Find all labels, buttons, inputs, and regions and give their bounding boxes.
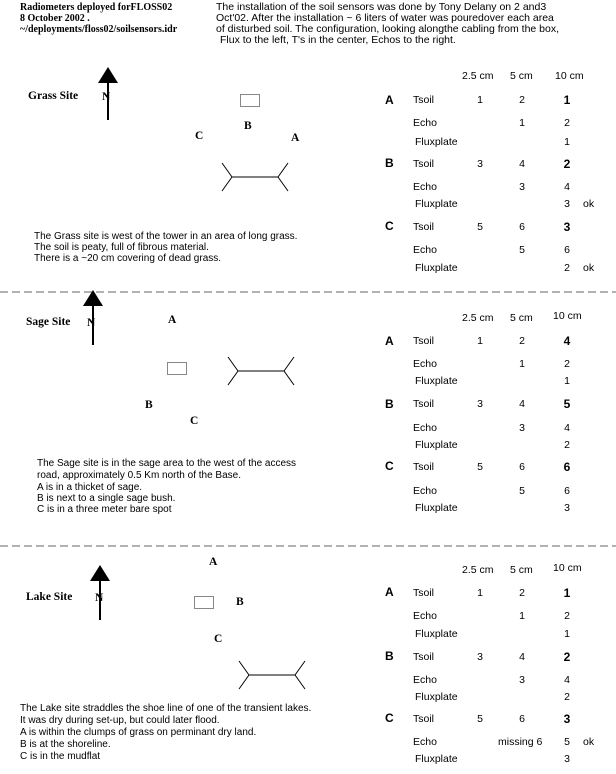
grass-a-echo-5cm: 1: [519, 117, 525, 129]
sage-north-label: N: [87, 317, 96, 329]
intro-line-2: Oct'02. After the installation ~ 6 liters of water was pouredover each area: [216, 12, 554, 24]
lake-a-tsoil-5cm: 2: [519, 587, 525, 599]
grass-c-echo-10cm: 6: [564, 244, 570, 256]
sage-position-a: A: [168, 314, 177, 326]
lake-c-echo-10cm: 5: [564, 736, 570, 748]
lake-b-fluxplate-10cm: 2: [564, 691, 570, 703]
sage-description-line-5: C is in a three meter bare spot: [37, 504, 172, 515]
sage-position-c: C: [190, 415, 199, 427]
sage-a-fluxplate-10cm: 1: [564, 375, 570, 387]
lake-c-tsoil-label: Tsoil: [413, 713, 435, 725]
header-line-2: 8 October 2002 .: [20, 13, 90, 24]
grass-c-echo-label: Echo: [413, 244, 437, 256]
grass-position-b: B: [244, 120, 252, 132]
lake-sensor-box: [194, 596, 214, 609]
lake-a-tsoil-10cm: 1: [563, 586, 571, 600]
sage-a-fluxplate-label: Fluxplate: [415, 375, 458, 387]
lake-north-label: N: [95, 592, 104, 604]
lake-a-tsoil-2-5cm: 1: [477, 587, 483, 599]
lake-b-fluxplate-label: Fluxplate: [415, 691, 458, 703]
lake-c-tsoil-10cm: 3: [563, 712, 571, 726]
lake-description-line-3: A is within the clumps of grass on perminant dry land.: [20, 727, 257, 738]
grass-description-line-2: The soil is peaty, full of fibrous material.: [34, 242, 209, 253]
grass-sensor-line-shape: [222, 163, 288, 191]
lake-sensor-line-shape: [239, 661, 305, 689]
grass-a-tsoil-2-5cm: 1: [477, 94, 483, 106]
sage-description-line-4: B is next to a single sage bush.: [37, 493, 176, 504]
sage-a-tsoil-5cm: 2: [519, 335, 525, 347]
lake-b-echo-5cm: 3: [519, 674, 525, 686]
sage-description-line-3: A is in a thicket of sage.: [37, 482, 143, 493]
lake-a-tsoil-label: Tsoil: [413, 587, 435, 599]
sage-c-tsoil-label: Tsoil: [413, 461, 435, 473]
lake-c-fluxplate-10cm: 3: [564, 753, 570, 765]
sage-a-echo-label: Echo: [413, 358, 437, 370]
lake-col-2-5cm: 2.5 cm: [462, 564, 494, 576]
lake-position-b: B: [236, 596, 244, 608]
lake-group-a: A: [385, 585, 394, 599]
grass-description-line-1: The Grass site is west of the tower in an area of long grass.: [34, 231, 298, 242]
lake-position-a: A: [209, 556, 218, 568]
lake-c-echo-label: Echo: [413, 736, 437, 748]
grass-a-tsoil-label: Tsoil: [413, 94, 435, 106]
lake-b-tsoil-5cm: 4: [519, 651, 525, 663]
lake-b-tsoil-label: Tsoil: [413, 651, 435, 663]
grass-b-fluxplate-label: Fluxplate: [415, 198, 458, 210]
sage-group-b: B: [385, 397, 394, 411]
lake-c-echo-5cm: missing 6: [498, 736, 543, 748]
grass-c-tsoil-2-5cm: 5: [477, 221, 483, 233]
sage-c-tsoil-2-5cm: 5: [477, 461, 483, 473]
grass-a-fluxplate-label: Fluxplate: [415, 136, 458, 148]
sage-b-tsoil-2-5cm: 3: [477, 398, 483, 410]
lake-group-b: B: [385, 649, 394, 663]
sage-col-10cm: 10 cm: [553, 310, 582, 322]
grass-col-10cm: 10 cm: [555, 70, 584, 82]
grass-col-2-5cm: 2.5 cm: [462, 70, 494, 82]
grass-description-line-3: There is a ~20 cm covering of dead grass.: [34, 253, 222, 264]
sage-c-tsoil-10cm: 6: [563, 460, 571, 474]
lake-site-title: Lake Site: [26, 591, 73, 603]
grass-sensor-box: [240, 94, 260, 107]
sage-c-echo-10cm: 6: [564, 485, 570, 497]
intro-line-1: The installation of the soil sensors was done by Tony Delany on 2 and3: [216, 1, 547, 13]
grass-b-tsoil-10cm: 2: [563, 157, 571, 171]
sage-sensor-line-shape: [228, 357, 294, 385]
sage-site-title: Sage Site: [26, 316, 71, 328]
lake-b-tsoil-10cm: 2: [563, 650, 571, 664]
lake-description-line-1: The Lake site straddles the shoe line of one of the transient lakes.: [20, 703, 312, 714]
lake-c-echo-note: ok: [583, 736, 595, 748]
lake-col-10cm: 10 cm: [553, 562, 582, 574]
grass-b-tsoil-5cm: 4: [519, 158, 525, 170]
lake-a-echo-10cm: 2: [564, 610, 570, 622]
sage-group-a: A: [385, 334, 394, 348]
grass-c-fluxplate-note: ok: [583, 262, 595, 274]
grass-b-echo-10cm: 4: [564, 181, 570, 193]
grass-a-echo-10cm: 2: [564, 117, 570, 129]
sage-description-line-1: The Sage site is in the sage area to the west of the access: [37, 458, 297, 469]
grass-c-fluxplate-10cm: 2: [564, 262, 570, 274]
grass-b-fluxplate-note: ok: [583, 198, 595, 210]
grass-b-fluxplate-10cm: 3: [564, 198, 570, 210]
grass-position-c: C: [195, 130, 204, 142]
sage-position-b: B: [145, 399, 153, 411]
grass-group-b: B: [385, 156, 394, 170]
grass-north-label: N: [102, 91, 111, 103]
sage-c-echo-5cm: 5: [519, 485, 525, 497]
header-line-1: Radiometers deployed forFLOSS02: [20, 2, 173, 13]
sage-a-echo-5cm: 1: [519, 358, 525, 370]
grass-group-c: C: [385, 219, 394, 233]
grass-a-echo-label: Echo: [413, 117, 437, 129]
lake-b-echo-label: Echo: [413, 674, 437, 686]
lake-c-tsoil-5cm: 6: [519, 713, 525, 725]
grass-a-tsoil-10cm: 1: [563, 93, 571, 107]
grass-a-fluxplate-10cm: 1: [564, 136, 570, 148]
sage-group-c: C: [385, 459, 394, 473]
grass-b-echo-label: Echo: [413, 181, 437, 193]
sage-sensor-box: [167, 362, 187, 375]
grass-c-tsoil-5cm: 6: [519, 221, 525, 233]
sage-b-tsoil-5cm: 4: [519, 398, 525, 410]
grass-group-a: A: [385, 93, 394, 107]
sage-a-tsoil-label: Tsoil: [413, 335, 435, 347]
sage-c-tsoil-5cm: 6: [519, 461, 525, 473]
lake-group-c: C: [385, 711, 394, 725]
sage-a-tsoil-10cm: 4: [563, 334, 571, 348]
grass-col-5cm: 5 cm: [510, 70, 533, 82]
grass-c-tsoil-10cm: 3: [563, 220, 571, 234]
grass-b-tsoil-label: Tsoil: [413, 158, 435, 170]
lake-c-fluxplate-label: Fluxplate: [415, 753, 458, 765]
grass-c-tsoil-label: Tsoil: [413, 221, 435, 233]
grass-position-a: A: [291, 132, 300, 144]
lake-c-tsoil-2-5cm: 5: [477, 713, 483, 725]
lake-description-line-5: C is in the mudflat: [20, 751, 101, 762]
sage-c-fluxplate-label: Fluxplate: [415, 502, 458, 514]
lake-b-echo-10cm: 4: [564, 674, 570, 686]
grass-c-fluxplate-label: Fluxplate: [415, 262, 458, 274]
lake-a-fluxplate-10cm: 1: [564, 628, 570, 640]
sage-col-5cm: 5 cm: [510, 312, 533, 324]
header-line-3: ~/deployments/floss02/soilsensors.idr: [20, 24, 178, 35]
lake-a-echo-label: Echo: [413, 610, 437, 622]
sage-a-echo-10cm: 2: [564, 358, 570, 370]
grass-b-tsoil-2-5cm: 3: [477, 158, 483, 170]
grass-a-tsoil-5cm: 2: [519, 94, 525, 106]
intro-line-4: Flux to the left, T's in the center, Echos to the right.: [220, 34, 456, 46]
sage-b-echo-10cm: 4: [564, 422, 570, 434]
lake-description-line-2: It was dry during set-up, but could later flood.: [20, 715, 220, 726]
grass-c-echo-5cm: 5: [519, 244, 525, 256]
sage-b-echo-5cm: 3: [519, 422, 525, 434]
sage-b-tsoil-label: Tsoil: [413, 398, 435, 410]
sage-col-2-5cm: 2.5 cm: [462, 312, 494, 324]
sage-b-fluxplate-10cm: 2: [564, 439, 570, 451]
grass-site-title: Grass Site: [28, 90, 79, 102]
sage-b-tsoil-10cm: 5: [563, 397, 571, 411]
sage-description-line-2: road, approximately 0.5 Km north of the Base.: [37, 470, 241, 481]
lake-description-line-4: B is at the shoreline.: [20, 739, 111, 750]
lake-a-fluxplate-label: Fluxplate: [415, 628, 458, 640]
grass-b-echo-5cm: 3: [519, 181, 525, 193]
sage-c-fluxplate-10cm: 3: [564, 502, 570, 514]
sage-a-tsoil-2-5cm: 1: [477, 335, 483, 347]
sage-b-fluxplate-label: Fluxplate: [415, 439, 458, 451]
lake-b-tsoil-2-5cm: 3: [477, 651, 483, 663]
lake-position-c: C: [214, 633, 223, 645]
lake-col-5cm: 5 cm: [510, 564, 533, 576]
sage-b-echo-label: Echo: [413, 422, 437, 434]
sage-c-echo-label: Echo: [413, 485, 437, 497]
intro-line-3: of disturbed soil. The configuration, looking alongthe cabling from the box,: [216, 23, 560, 35]
lake-a-echo-5cm: 1: [519, 610, 525, 622]
